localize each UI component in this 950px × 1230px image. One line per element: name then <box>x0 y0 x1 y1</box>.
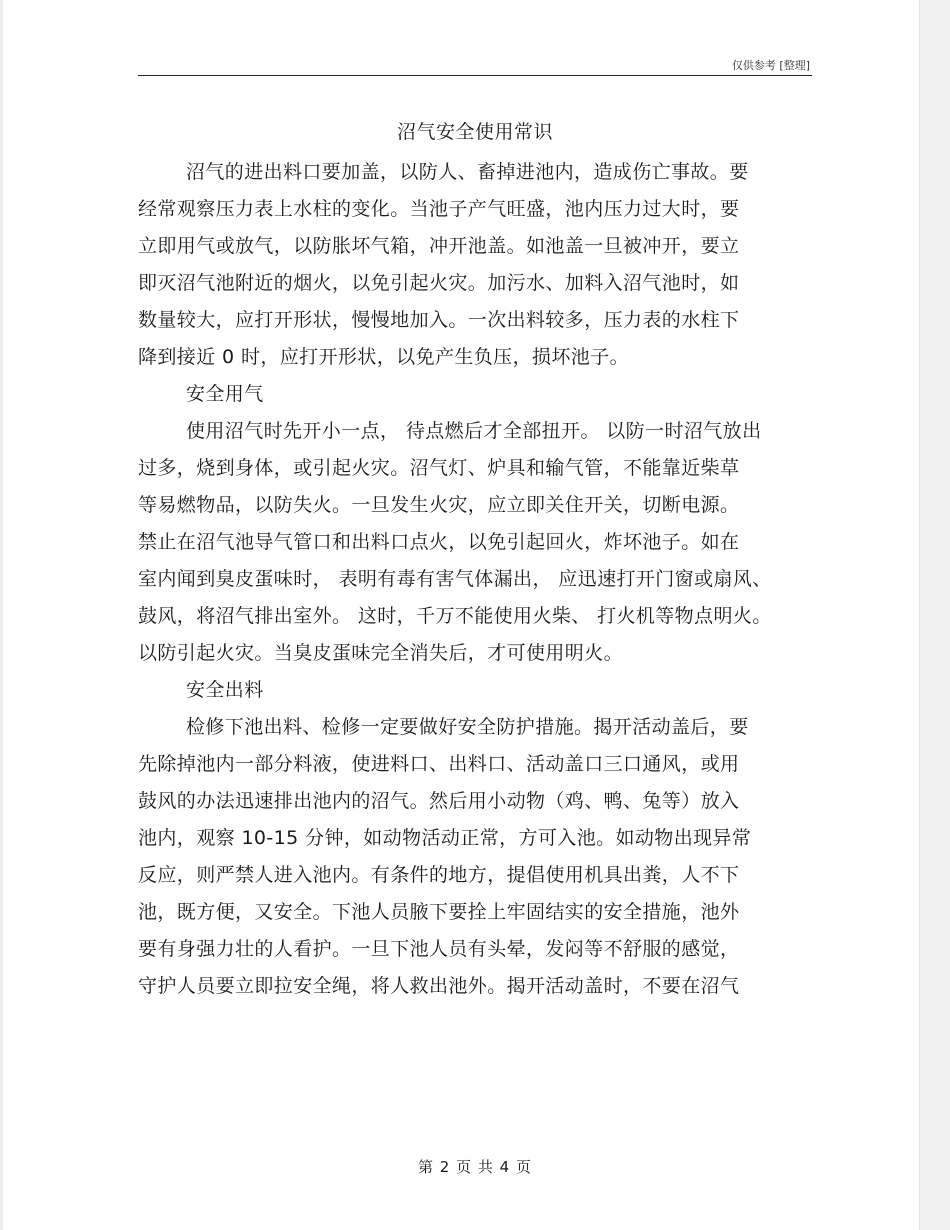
text-line: 先除掉池内一部分料液，使进料口、出料口、活动盖口三口通风，或用 <box>138 753 740 775</box>
header-divider <box>138 75 812 76</box>
text-line: 鼓风，将沼气排出室外。 这时，千万不能使用火柴、 打火机等物点明火。 <box>138 605 772 627</box>
text-line: 禁止在沼气池导气管口和出料口点火，以免引起回火，炸坏池子。如在 <box>138 531 740 553</box>
text-line: 守护人员要立即拉安全绳，将人救出池外。揭开活动盖时，不要在沼气 <box>138 975 740 997</box>
text-line: 经常观察压力表上水柱的变化。当池子产气旺盛，池内压力过大时，要 <box>138 198 740 220</box>
text-line: 立即用气或放气，以防胀坏气箱，冲开池盖。如池盖一旦被冲开，要立 <box>138 235 740 257</box>
text-line: 池内，观察 10-15 分钟，如动物活动正常，方可入池。如动物出现异常 <box>138 827 752 849</box>
text-line: 过多，烧到身体，或引起火灾。沼气灯、炉具和输气管，不能靠近柴草 <box>138 457 740 479</box>
document-body <box>138 154 810 1005</box>
text-line: 室内闻到臭皮蛋味时， 表明有毒有害气体漏出， 应迅速打开门窗或扇风、 <box>138 568 772 590</box>
text-line: 安全出料 <box>186 679 264 701</box>
text-line: 反应，则严禁人进入池内。有条件的地方，提倡使用机具出粪，人不下 <box>138 864 740 886</box>
page-edge-left <box>0 0 3 1230</box>
text-line: 等易燃物品，以防失火。一旦发生火灾，应立即关住开关，切断电源。 <box>138 494 740 516</box>
text-line: 沼气的进出料口要加盖，以防人、畜掉进池内，造成伤亡事故。要 <box>186 161 749 183</box>
text-line: 数量较大，应打开形状，慢慢地加入。一次出料较多，压力表的水柱下 <box>138 309 740 331</box>
text-line: 降到接近 0 时，应打开形状，以免产生负压，损坏池子。 <box>138 346 629 368</box>
text-line: 安全用气 <box>186 383 264 405</box>
text-line: 鼓风的办法迅速排出池内的沼气。然后用小动物（鸡、鸭、兔等）放入 <box>138 790 740 812</box>
document-title: 沼气安全使用常识 <box>396 121 553 143</box>
text-line: 以防引起火灾。当臭皮蛋味完全消失后，才可使用明火。 <box>138 642 624 664</box>
text-line: 要有身强力壮的人看护。一旦下池人员有头晕，发闷等不舒服的感觉， <box>138 938 740 960</box>
text-line: 池，既方便，又安全。下池人员腋下要拴上牢固结实的安全措施，池外 <box>138 901 740 923</box>
text-line: 检修下池出料、检修一定要做好安全防护措施。揭开活动盖后，要 <box>186 716 749 738</box>
page-footer: 第 2 页 共 4 页 <box>418 1158 532 1176</box>
text-line: 即灭沼气池附近的烟火，以免引起火灾。加污水、加料入沼气池时，如 <box>138 272 740 294</box>
text-line: 使用沼气时先开小一点， 待点燃后才全部扭开。 以防一时沼气放出 <box>186 420 762 442</box>
page-edge-right <box>919 0 950 1230</box>
page-header-note: 仅供参考 [整理] <box>731 59 810 72</box>
